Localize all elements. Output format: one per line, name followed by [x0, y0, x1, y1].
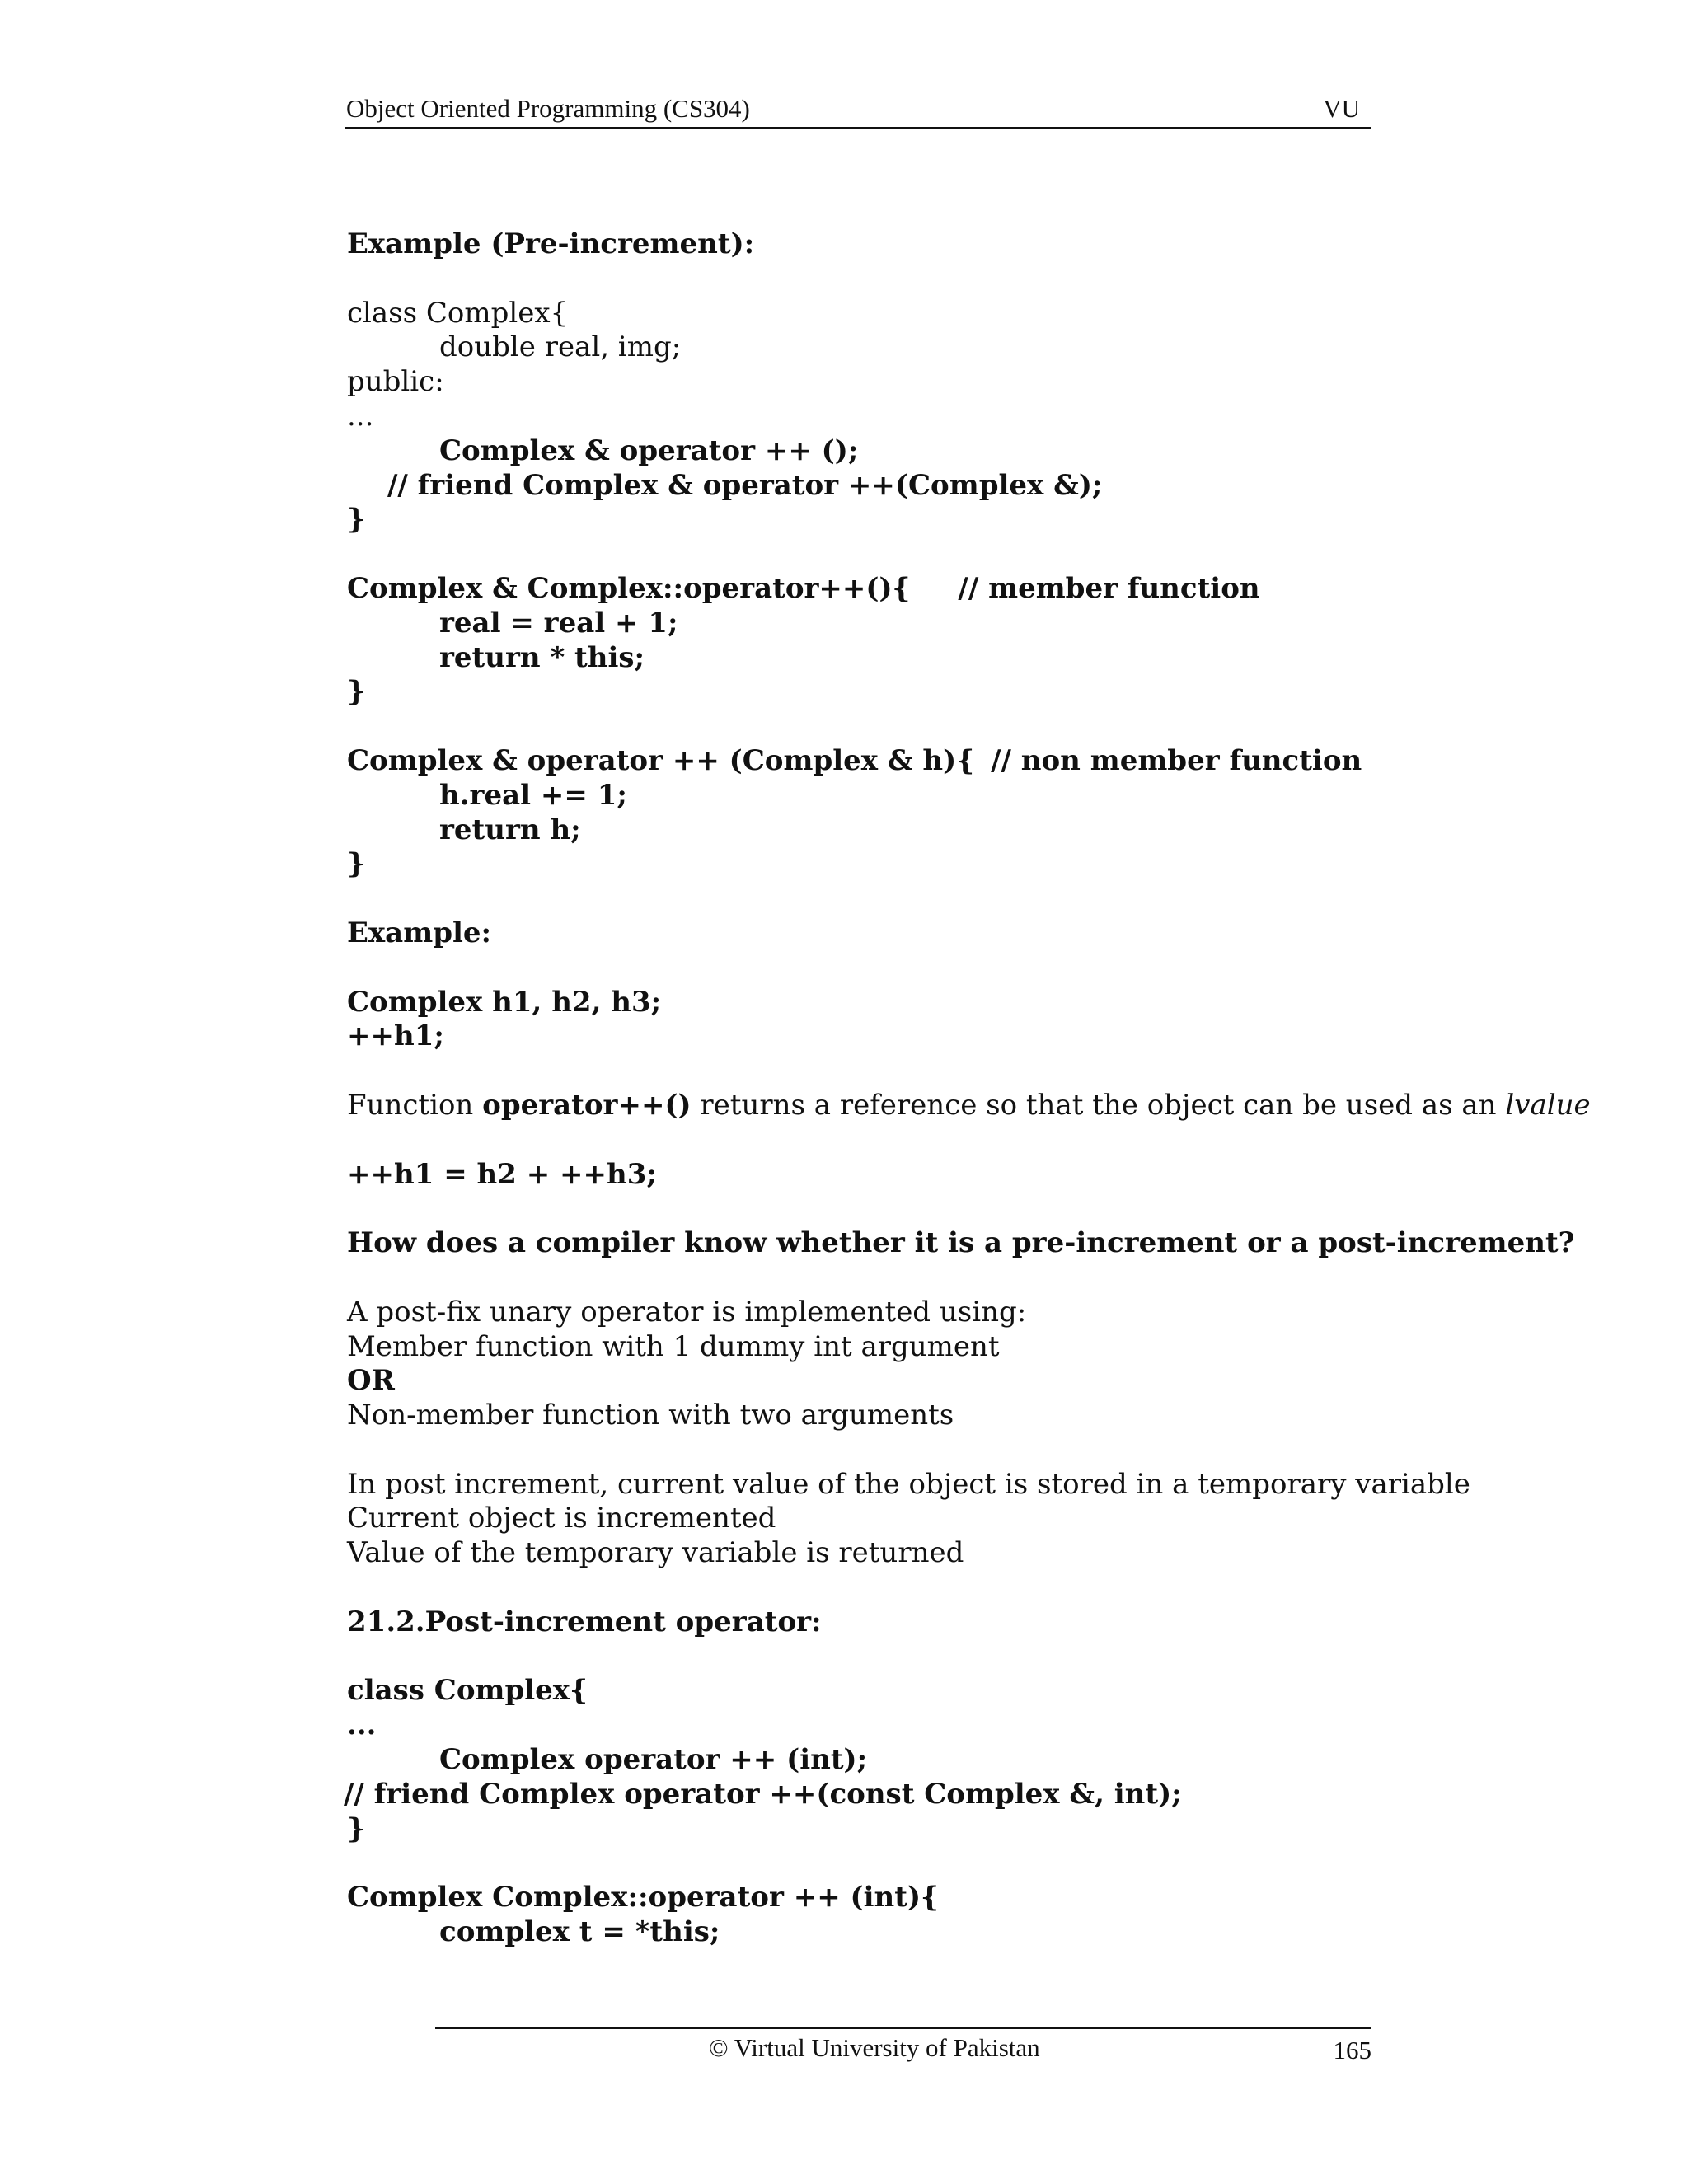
question-heading: How does a compiler know whether it is a pre-increment or a post-increment? — [347, 1226, 1575, 1260]
page-content — [344, 227, 1591, 1950]
code-line: Complex & operator ++ (); — [439, 434, 859, 467]
code-line: Complex Complex::operator ++ (int){ — [347, 1881, 939, 1915]
code-comment: // non member function — [991, 743, 1362, 777]
code-line: return h; — [439, 813, 581, 846]
code-comment: // member function — [958, 571, 1260, 605]
code-line: double real, img; — [439, 330, 682, 364]
code-line: } — [347, 847, 365, 881]
code-line: } — [347, 675, 365, 709]
example-heading: Example (Pre-increment): — [347, 227, 755, 260]
course-title: Object Oriented Programming (CS304) — [346, 94, 750, 123]
body-text: Function operator++() returns a reference so that the object can be used as an lvalue — [347, 1088, 1591, 1122]
page-number: 165 — [1333, 2036, 1372, 2064]
code-line: class Complex{ — [347, 1674, 588, 1708]
code-line: // friend Complex operator ++(const Complex &, int); — [344, 1777, 1182, 1811]
code-text: Complex & Complex::operator++(){ — [347, 571, 911, 605]
code-line: ++h1; — [347, 1019, 444, 1053]
code-line: public: — [347, 365, 444, 399]
code-line — [347, 572, 1418, 607]
code-line: h.real += 1; — [439, 778, 627, 812]
body-text: Value of the temporary variable is returned — [347, 1536, 964, 1570]
body-text: Current object is incremented — [347, 1502, 776, 1535]
page-header — [345, 89, 1372, 129]
code-line — [347, 744, 1418, 779]
code-line: ++h1 = h2 + ++h3; — [347, 1157, 657, 1191]
body-text: Member function with 1 dummy int argument — [347, 1329, 1000, 1363]
code-line: Complex operator ++ (int); — [439, 1743, 868, 1777]
org-label: VU — [1323, 94, 1360, 123]
code-line: class Complex{ — [347, 296, 569, 330]
code-line: } — [347, 1811, 365, 1845]
example-heading: Example: — [347, 916, 492, 949]
code-line: } — [347, 503, 365, 537]
code-line: // friend Complex & operator ++(Complex &); — [387, 468, 1103, 502]
inline-code: operator++() — [482, 1088, 692, 1122]
code-line: ... — [347, 1708, 377, 1742]
body-text: In post increment, current value of the object is stored in a temporary variable — [347, 1467, 1470, 1501]
code-line: complex t = *this; — [439, 1915, 720, 1949]
footer-divider — [435, 2027, 1372, 2029]
or-label: OR — [347, 1364, 395, 1398]
emphasis: lvalue — [1505, 1088, 1591, 1122]
body-text: Non-member function with two arguments — [347, 1399, 954, 1432]
code-line: return * this; — [439, 640, 645, 674]
code-text: Complex & operator ++ (Complex & h){ — [347, 743, 975, 777]
code-line: real = real + 1; — [439, 606, 678, 640]
body-text: A post-fix unary operator is implemented using: — [347, 1295, 1027, 1329]
code-line: ... — [347, 399, 374, 433]
section-heading: 21.2.Post-increment operator: — [347, 1605, 822, 1638]
footer-copyright: © Virtual University of Pakistan — [709, 2033, 1040, 2062]
code-line: Complex h1, h2, h3; — [347, 985, 662, 1019]
